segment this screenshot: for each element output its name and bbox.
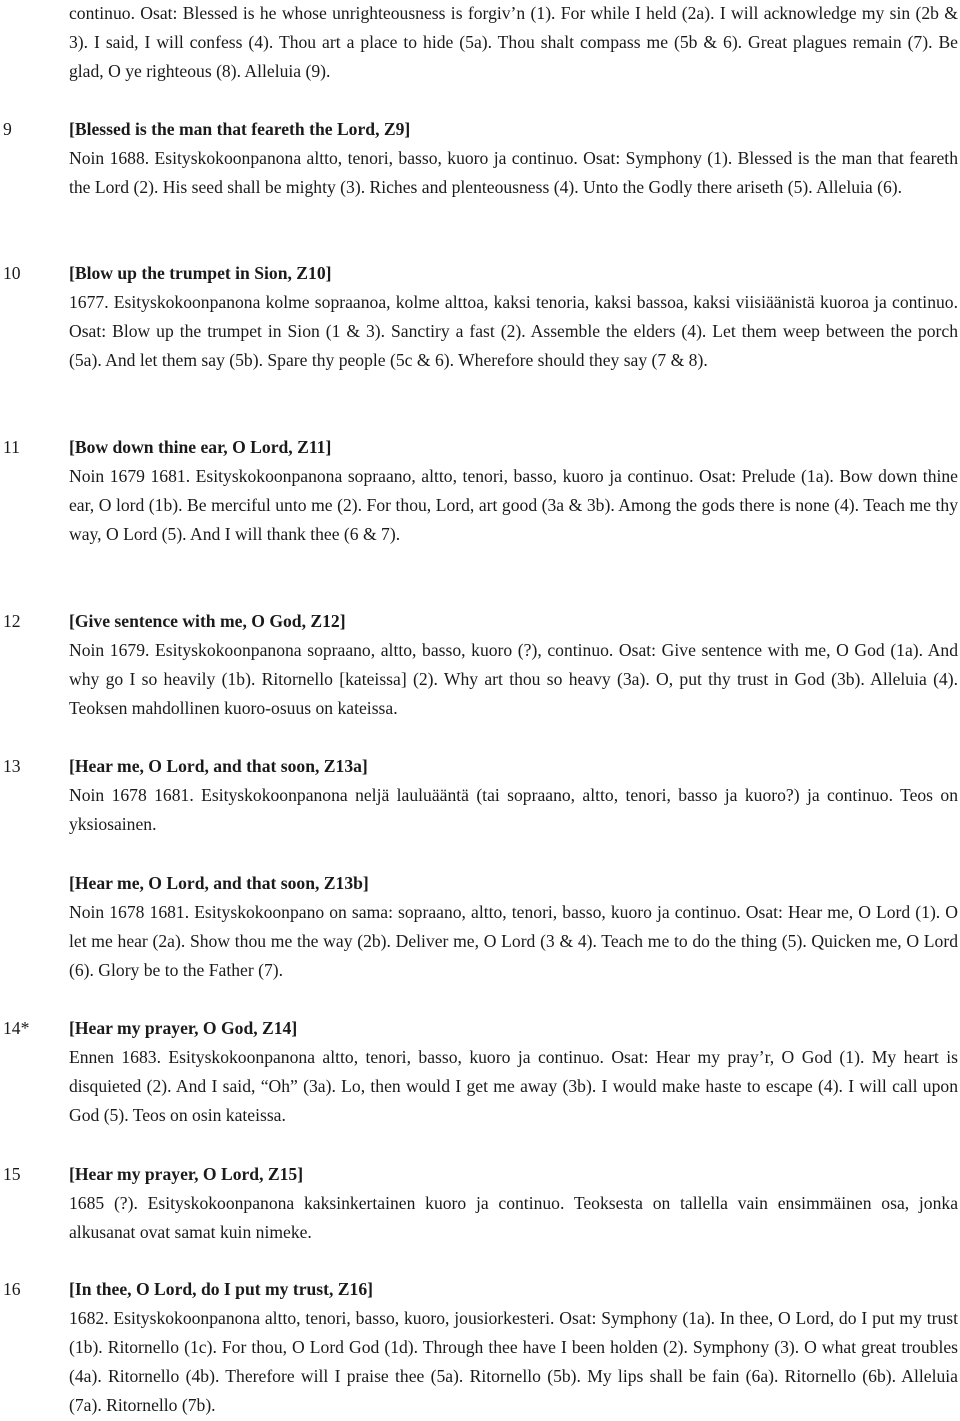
entry-text: 1685 (?). Esityskokoonpanona kaksinkertainen kuoro ja continuo. Teoksesta on tallella vain ensimmäinen osa, jonka alkusanat ovat samat kuin nimeke. xyxy=(69,1193,958,1242)
entry-title: [Hear my prayer, O God, Z14] xyxy=(69,1018,298,1038)
entry-number: 11 xyxy=(3,437,20,457)
entry-title: [Hear me, O Lord, and that soon, Z13a] xyxy=(69,756,368,776)
continued-paragraph: continuo. Osat: Blessed is he whose unrighteousness is forgiv’n (1). For while I held (2a). I will acknowledge my sin (2b & 3). I said, I will confess (4). Thou art a place to hide (5a). Thou shalt compass me (5b & 6). Great plagues remain (7). Be glad, O ye righteous (8). Alleluia (9). xyxy=(69,3,958,81)
entry-number: 14* xyxy=(3,1018,30,1038)
entry-text: Noin 1678 1681. Esityskokoonpano on sama: sopraano, altto, tenori, basso, kuoro ja continuo. Osat: Hear me, O Lord (1). O let me hear (2a). Show thou me the way (2b). Deliver me, O Lord (3 & 4). Teach me to do the thing (5). Quicken me, O Lord (6). Glory be to the Father (7). xyxy=(69,902,958,980)
entry-text: Noin 1679 1681. Esityskokoonpanona sopraano, altto, tenori, basso, kuoro ja continuo. Osat: Prelude (1a). Bow down thine ear, O lord (1b). Be merciful unto me (2). For thou, Lord, art good (3a & 3b). Among the gods there is none (4). Teach me thy way, O Lord (5). And I will thank thee (6 & 7). xyxy=(69,466,958,544)
entry-title: [In thee, O Lord, do I put my trust, Z16] xyxy=(69,1279,373,1299)
entry-number: 10 xyxy=(3,263,21,283)
entry-number: 13 xyxy=(3,756,21,776)
entry-title: [Hear me, O Lord, and that soon, Z13b] xyxy=(69,873,369,893)
entry-number: 12 xyxy=(3,611,21,631)
entry-text: 1677. Esityskokoonpanona kolme sopraanoa, kolme alttoa, kaksi tenoria, kaksi bassoa, kaksi viisiäänistä kuoroa ja continuo. Osat: Blow up the trumpet in Sion (1 & 3). Sanctiry a fast (2). Assemble the elders (4). Let them weep between the porch (5a). And let them say (5b). Spare thy people (5c & 6). Wherefore should they say (7 & 8). xyxy=(69,292,958,370)
entry-text: Noin 1688. Esityskokoonpanona altto, tenori, basso, kuoro ja continuo. Osat: Symphony (1). Blessed is the man that feareth the Lord (2). His seed shall be mighty (3). Riches and plenteousness (4). Unto the Godly there ariseth (5). Alleluia (6). xyxy=(69,148,958,197)
entry-text: Noin 1678 1681. Esityskokoonpanona neljä lauluääntä (tai sopraano, altto, tenori, basso ja kuoro?) ja continuo. Teos on yksiosainen. xyxy=(69,785,958,834)
entry-text: Noin 1679. Esityskokoonpanona sopraano, altto, basso, kuoro (?), continuo. Osat: Give sentence with me, O God (1a). And why go I so heavily (1b). Ritornello [kateissa] (2). Why art thou so heavy (3a). O, put thy trust in God (3b). Alleluia (4). Teoksen mahdollinen kuoro-osuus on kateissa. xyxy=(69,640,958,718)
entry-number: 16 xyxy=(3,1279,21,1299)
entry-text: 1682. Esityskokoonpanona altto, tenori, basso, kuoro, jousiorkesteri. Osat: Symphony (1a). In thee, O Lord, do I put my trust (1b). Ritornello (1c). For thou, O Lord God (1d). Through thee have I been holden (2). Symphony (3). O what great troubles (4a). Ritornello (4b). Therefore will I praise thee (5a). Ritornello (5b). My lips shall be fain (6a). Ritornello (6b). Alleluia (7a). Ritornello (7b). xyxy=(69,1308,958,1415)
entry-title: [Give sentence with me, O God, Z12] xyxy=(69,611,346,631)
entry-title: [Blow up the trumpet in Sion, Z10] xyxy=(69,263,332,283)
entry-title: [Bow down thine ear, O Lord, Z11] xyxy=(69,437,332,457)
entry-number: 15 xyxy=(3,1164,21,1184)
entry-title: [Blessed is the man that feareth the Lord, Z9] xyxy=(69,119,411,139)
entry-title: [Hear my prayer, O Lord, Z15] xyxy=(69,1164,304,1184)
entry-text: Ennen 1683. Esityskokoonpanona altto, tenori, basso, kuoro ja continuo. Osat: Hear my pray’r, O God (1). My heart is disquieted (2). And I said, “Oh” (3a). Lo, then would I get me away (3b). I would make haste to escape (4). I will call upon God (5). Teos on osin kateissa. xyxy=(69,1047,958,1125)
entry-number: 9 xyxy=(3,119,12,139)
